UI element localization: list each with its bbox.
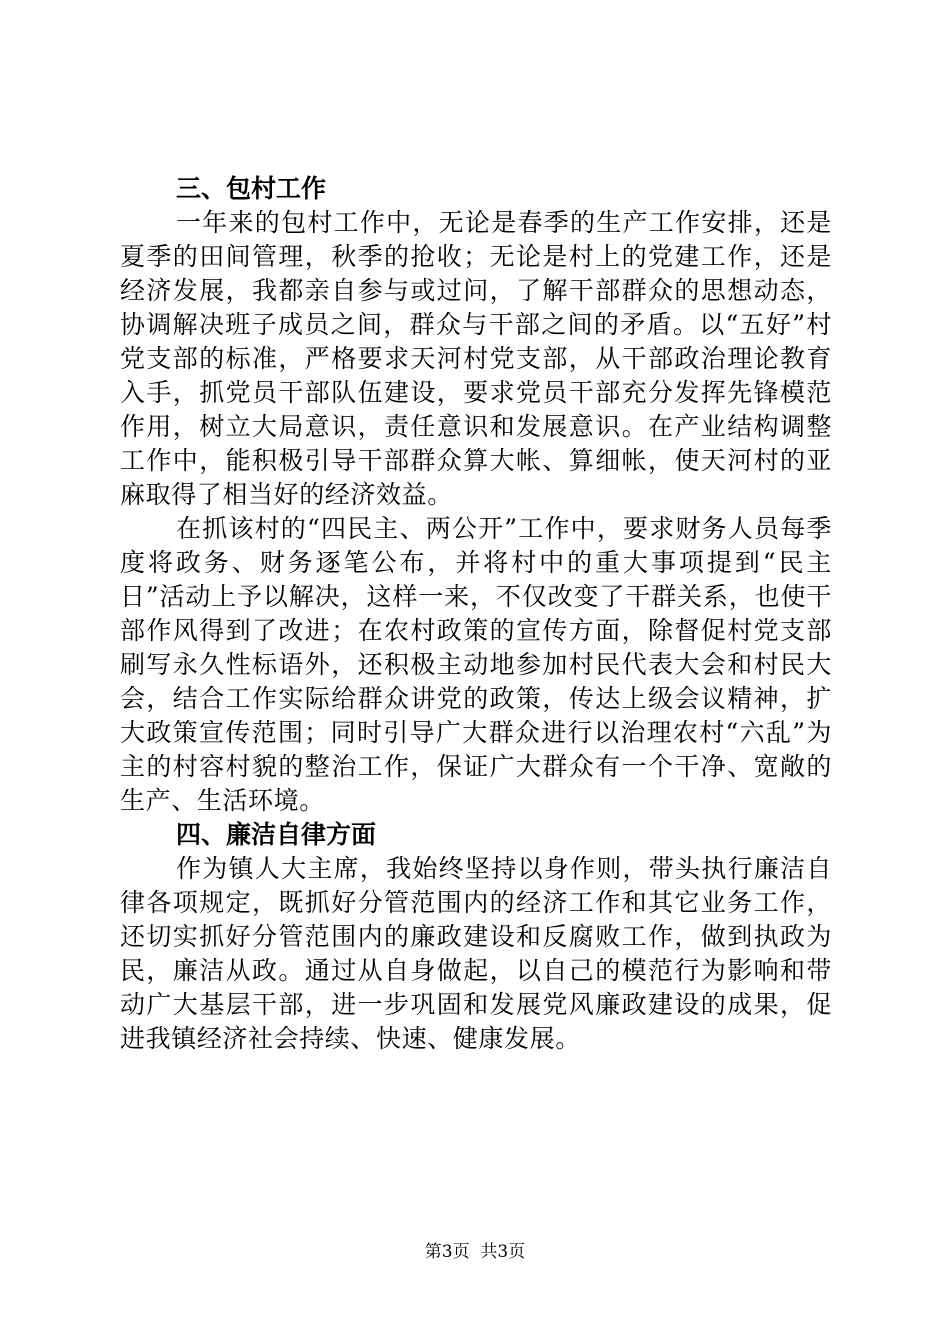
page-number: 第3页 bbox=[424, 1242, 470, 1262]
document-body bbox=[120, 172, 832, 1056]
footer-separator bbox=[470, 1242, 481, 1262]
page-total: 共3页 bbox=[480, 1242, 526, 1262]
paragraph-integrity-1: 作为镇人大主席，我始终坚持以身作则，带头执行廉洁自律各项规定，既抓好分管范围内的经济工作和其它业务工作，还切实抓好分管范围内的廉政建设和反腐败工作，做到执政为民，廉洁从政。通过从自身做起，以自己的模范行为影响和带动广大基层干部，进一步巩固和发展党风廉政建设的成果，促进我镇经济社会持续、快速、健康发展。 bbox=[120, 854, 832, 1053]
paragraph-village-work-1: 一年来的包村工作中，无论是春季的生产工作安排，还是夏季的田间管理，秋季的抢收；无论是村上的党建工作，还是经济发展，我都亲自参与或过问，了解干部群众的思想动态，协调解决班子成员之间，群众与干部之间的矛盾。以“五好”村党支部的标准，严格要求天河村党支部，从干部政治理论教育入手，抓党员干部队伍建设，要求党员干部充分发挥先锋模范作用，树立大局意识，责任意识和发展意识。在产业结构调整工作中，能积极引导干部群众算大帐、算细帐，使天河村的亚麻取得了相当好的经济效益。 bbox=[120, 208, 832, 509]
page-footer bbox=[0, 1240, 950, 1264]
section-heading-integrity: 四、廉洁自律方面 bbox=[176, 820, 377, 849]
paragraph-village-work-2: 在抓该村的“四民主、两公开”工作中，要求财务人员每季度将政务、财务逐笔公布，并将村中的重大事项提到“民主日”活动上予以解决，这样一来，不仅改变了干群关系，也使干部作风得到了改进；在农村政策的宣传方面，除督促村党支部刷写永久性标语外，还积极主动地参加村民代表大会和村民大会，结合工作实际给群众讲党的政策，传达上级会议精神，扩大政策宣传范围；同时引导广大群众进行以治理农村“六乱”为主的村容村貌的整治工作，保证广大群众有一个干净、宽敞的生产、生活环境。 bbox=[120, 514, 832, 815]
section-heading-village: 三、包村工作 bbox=[176, 174, 327, 203]
